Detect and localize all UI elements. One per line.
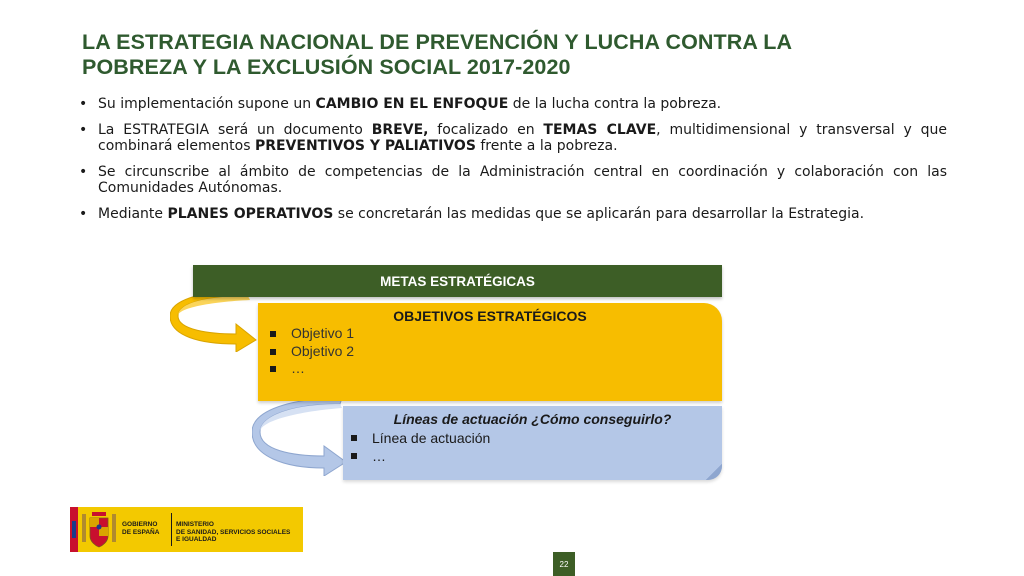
list-item: … (266, 360, 354, 378)
coat-of-arms-icon (80, 510, 118, 549)
list-item: Objetivo 2 (266, 343, 354, 361)
objetivos-title: OBJETIVOS ESTRATÉGICOS (393, 308, 587, 324)
bullet-item: • Mediante PLANES OPERATIVOS se concretarán las medidas que se aplicarán para desarrollar la Estrategia. (79, 206, 865, 222)
page-number: 22 (553, 552, 575, 576)
objetivos-list (266, 325, 354, 378)
bullet-list (77, 96, 947, 232)
curved-arrow-icon (252, 398, 348, 476)
bullet-marker: • (79, 122, 88, 138)
ministry-logo (70, 507, 303, 552)
square-bullet-icon (270, 366, 276, 372)
lineas-list (347, 429, 490, 465)
list-item: Objetivo 1 (266, 325, 354, 343)
bullet-marker: • (79, 96, 88, 112)
bullet-item: • La ESTRATEGIA será un documento BREVE, focalizado en TEMAS CLAVE, multidimensional y transversal y que combinará elementos PREVENTIVOS Y PALIATIVOS frente a la pobreza. (79, 122, 947, 154)
list-item: Línea de actuación (347, 429, 490, 447)
list-item: … (347, 447, 490, 465)
square-bullet-icon (270, 349, 276, 355)
metas-estrategicas-box (193, 265, 722, 297)
bullet-item: • Su implementación supone un CAMBIO EN EL ENFOQUE de la lucha contra la pobreza. (79, 96, 722, 112)
metas-label: METAS ESTRATÉGICAS (380, 273, 535, 289)
square-bullet-icon (270, 331, 276, 337)
slide-title (82, 30, 962, 80)
square-bullet-icon (351, 453, 357, 459)
curved-arrow-icon (170, 290, 260, 352)
flag-icon (70, 507, 78, 552)
bullet-item: • Se circunscribe al ámbito de competencias de la Administración central en coordinación y colaboración con las Comunidades Autónomas. (79, 164, 947, 196)
logo-divider (171, 513, 172, 546)
objetivos-box (258, 303, 722, 401)
ministerio-text: MINISTERIO DE SANIDAD, SERVICIOS SOCIALES E IGUALDAD (176, 521, 291, 543)
lineas-title: Líneas de actuación ¿Cómo conseguirlo? (393, 411, 672, 427)
bullet-marker: • (79, 206, 88, 222)
lineas-box (343, 406, 722, 480)
title-line-1: LA ESTRATEGIA NACIONAL DE PREVENCIÓN Y LUCHA CONTRA LA (82, 30, 793, 54)
gobierno-text: GOBIERNO DE ESPAÑA (122, 521, 160, 536)
title-line-2: POBREZA Y LA EXCLUSIÓN SOCIAL 2017-2020 (82, 55, 571, 79)
square-bullet-icon (351, 435, 357, 441)
bullet-marker: • (79, 164, 88, 180)
page-curl-icon (706, 464, 722, 480)
